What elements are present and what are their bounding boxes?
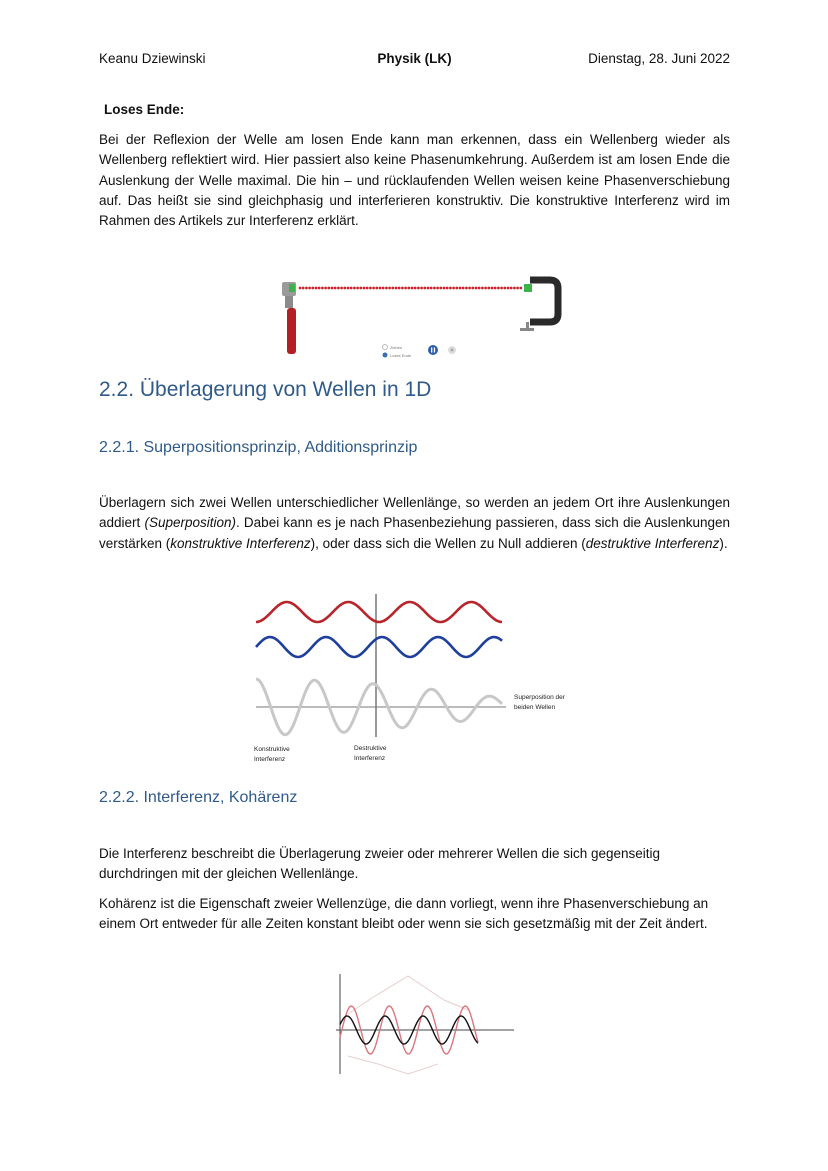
rope-bead <box>401 287 404 290</box>
rope-anchor-left <box>289 284 295 292</box>
header-date: Dienstag, 28. Juni 2022 <box>588 51 730 66</box>
rope-bead <box>411 287 414 290</box>
rope-bead <box>395 287 398 290</box>
right-c-clamp <box>530 280 558 322</box>
rope-bead <box>503 287 506 290</box>
rope-bead <box>423 287 426 290</box>
coherence-figure <box>328 970 518 1080</box>
rope-bead <box>478 287 481 290</box>
rope-bead <box>404 287 407 290</box>
rope-bead <box>516 287 519 290</box>
rope-bead <box>379 287 382 290</box>
rope-bead <box>375 287 378 290</box>
rope-bead <box>462 287 465 290</box>
rope-bead <box>315 287 318 290</box>
rope-bead <box>321 287 324 290</box>
rope-anchor-right <box>524 284 532 292</box>
rope-bead <box>407 287 410 290</box>
rope-bead <box>337 287 340 290</box>
rope-bead <box>484 287 487 290</box>
rope-bead <box>305 287 308 290</box>
rope-bead <box>427 287 430 290</box>
section-2-2-1-title: 2.2.1. Superpositionsprinzip, Additionsprinzip <box>99 439 418 456</box>
section-2-2-2-title: 2.2.2. Interferenz, Kohärenz <box>99 789 298 806</box>
rope-bead <box>500 287 503 290</box>
superposition-paragraph: Überlagern sich zwei Wellen unterschiedlicher Wellenlänge, so werden an jedem Ort ihre Auslenkungen addiert (Superposition). Dabei kann es je nach Phasenbeziehung passieren, dass sich die Auslenkungen verstärken (konstruktive Interferenz), oder dass sich die Wellen zu Null addieren (destruktive Interferenz). <box>99 495 730 551</box>
rope-bead <box>465 287 468 290</box>
rope-bead <box>417 287 420 290</box>
red-wave <box>256 602 502 622</box>
rope-bead <box>363 287 366 290</box>
constructive-label-line2: Interferenz <box>254 756 286 763</box>
rope-bead <box>369 287 372 290</box>
rope-bead <box>494 287 497 290</box>
rope-bead <box>430 287 433 290</box>
rope-reflection-figure <box>268 268 568 368</box>
rope-bead <box>475 287 478 290</box>
kohaerenz-paragraph: Kohärenz ist die Eigenschaft zweier Wellenzüge, die dann vorliegt, wenn ihre Phasenverschiebung an einem Ort entweder für alle Zeiten konstant bleibt oder wenn sie sich gesetzmäßig mit der Zeit ändert. <box>99 896 709 932</box>
destructive-label-line1: Destruktive <box>354 745 387 752</box>
rope-bead <box>436 287 439 290</box>
rope-bead <box>366 287 369 290</box>
rope-bead <box>455 287 458 290</box>
rope-bead <box>324 287 327 290</box>
header-subject: Physik (LK) <box>377 51 452 66</box>
rope-beads <box>299 287 523 290</box>
rope-bead <box>308 287 311 290</box>
rope-bead <box>359 287 362 290</box>
rope-bead <box>331 287 334 290</box>
rope-bead <box>391 287 394 290</box>
superposition-figure <box>250 592 610 772</box>
interferenz-paragraph: Die Interferenz beschreibt die Überlagerung zweier oder mehrerer Wellen die sich gegenseitig durchdringen mit der gleichen Wellenlänge. <box>99 846 661 882</box>
clamp-screw-plate <box>520 328 534 331</box>
rope-bead <box>388 287 391 290</box>
rope-bead <box>439 287 442 290</box>
rope-bead <box>468 287 471 290</box>
rope-bead <box>513 287 516 290</box>
rope-bead <box>443 287 446 290</box>
left-clamp-neck <box>285 296 293 308</box>
rope-bead <box>347 287 350 290</box>
rope-bead <box>471 287 474 290</box>
rope-bead <box>507 287 510 290</box>
rope-bead <box>356 287 359 290</box>
rope-bead <box>302 287 305 290</box>
rope-bead <box>519 287 522 290</box>
legend-radio-1[interactable] <box>383 345 388 350</box>
rope-bead <box>318 287 321 290</box>
rope-bead <box>491 287 494 290</box>
rope-bead <box>343 287 346 290</box>
rope-bead <box>449 287 452 290</box>
rope-bead <box>433 287 436 290</box>
loses-ende-heading: Loses Ende: <box>104 102 185 117</box>
rope-bead <box>510 287 513 290</box>
constructive-label-line1: Konstruktive <box>254 746 290 753</box>
rope-bead <box>382 287 385 290</box>
rope-bead <box>340 287 343 290</box>
rope-bead <box>385 287 388 290</box>
pause-icon <box>431 348 432 353</box>
left-clamp-handle <box>287 308 296 354</box>
destructive-label-line2: Interferenz <box>354 755 386 762</box>
rope-bead <box>327 287 330 290</box>
loses-ende-paragraph: Bei der Reflexion der Welle am losen Ende kann man erkennen, dass ein Wellenberg wieder als Wellenberg reflektiert wird. Hier passiert also keine Phasenumkehrung. Außerdem ist am losen Ende die Auslenkung der Welle maximal. Die hin – und rücklaufenden Wellen weisen keine Phasenverschiebung auf. Das heißt sie sind gleichphasig und interferieren konstruktiv. Die konstruktive Interferenz wird im Rahmen des Artikels zur Interferenz erklärt. <box>99 132 730 229</box>
rope-bead <box>481 287 484 290</box>
pause-button[interactable] <box>428 345 438 355</box>
superposition-label-line2: beiden Wellen <box>514 704 556 711</box>
rope-bead <box>414 287 417 290</box>
blue-wave <box>256 637 502 657</box>
rope-bead <box>372 287 375 290</box>
section-2-2-title: 2.2. Überlagerung von Wellen in 1D <box>99 378 432 401</box>
rope-bead <box>497 287 500 290</box>
rope-bead <box>420 287 423 290</box>
envelope-curve <box>348 976 468 1074</box>
rope-bead <box>459 287 462 290</box>
rope-bead <box>487 287 490 290</box>
legend-label-2: Loses Ende <box>390 353 412 358</box>
rope-bead <box>446 287 449 290</box>
rope-bead <box>398 287 401 290</box>
step-icon <box>451 349 454 352</box>
legend-radio-2[interactable] <box>383 353 388 358</box>
rope-bead <box>353 287 356 290</box>
header-author: Keanu Dziewinski <box>99 51 206 66</box>
rope-bead <box>334 287 337 290</box>
superposition-label-line1: Superposition der <box>514 694 565 701</box>
rope-bead <box>452 287 455 290</box>
page-header <box>99 51 730 69</box>
legend-label-1: Ziehen <box>390 345 403 350</box>
rope-bead <box>350 287 353 290</box>
rope-bead <box>311 287 314 290</box>
rope-bead <box>299 287 302 290</box>
